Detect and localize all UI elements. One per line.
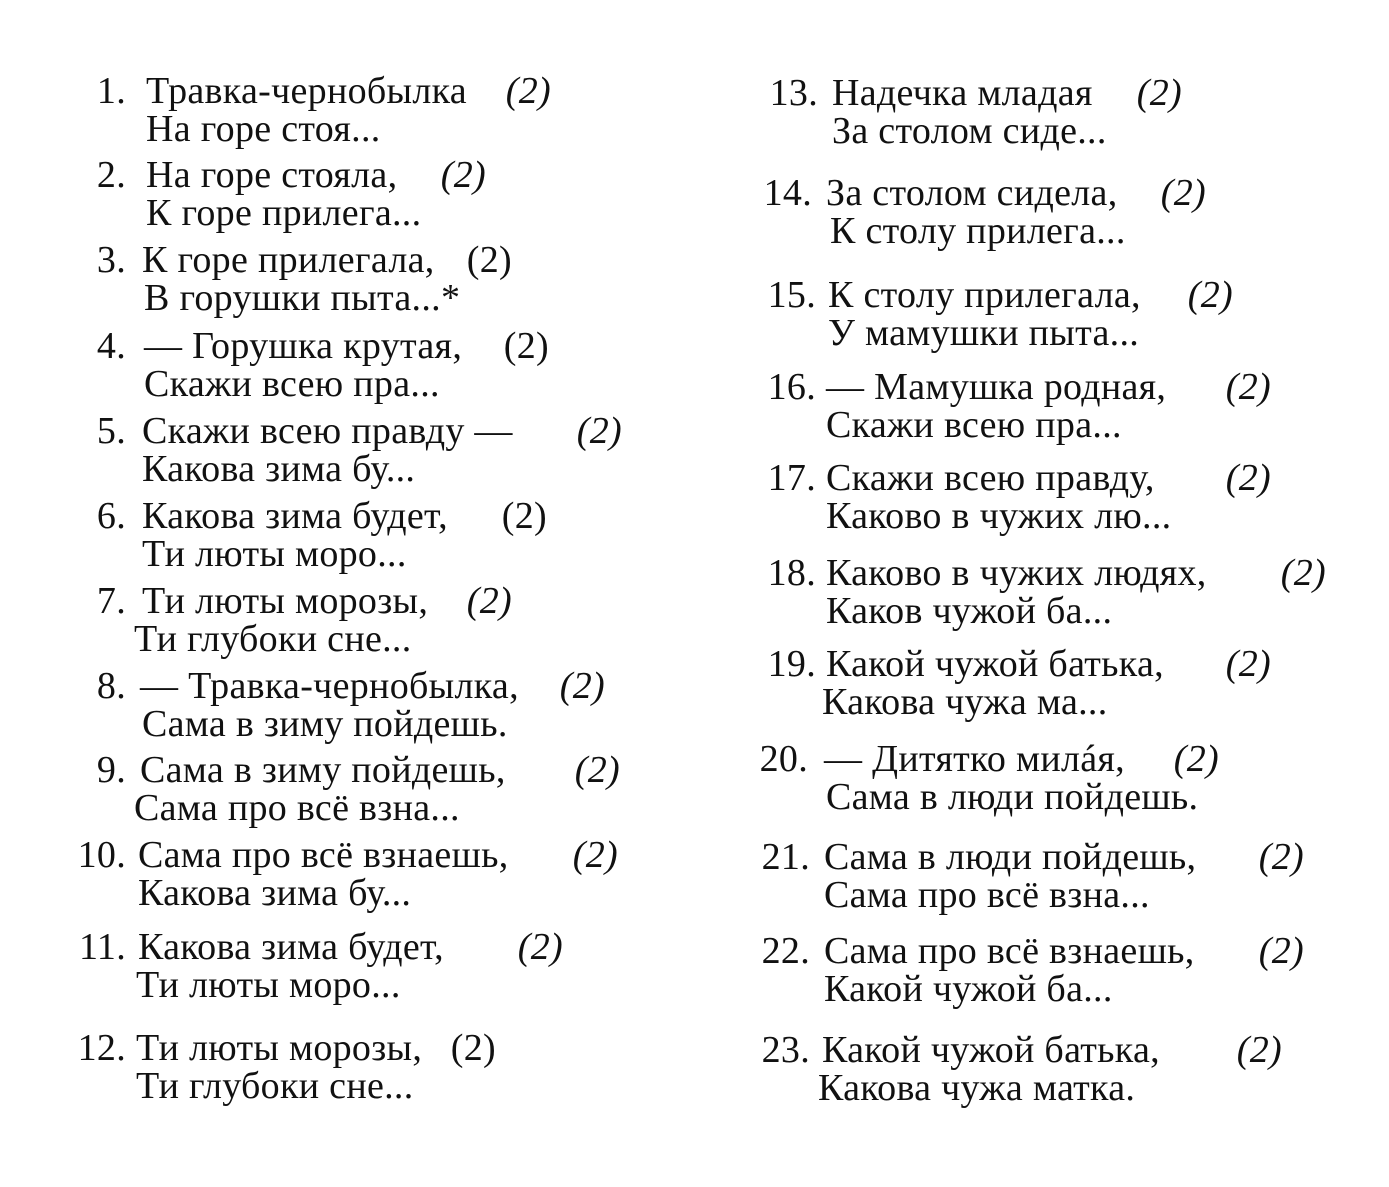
stanza-line-2: Какой чужой ба...: [824, 968, 1113, 1010]
repeat-mark: (2): [1258, 930, 1304, 972]
stanza-number: 16.: [767, 366, 816, 408]
repeat-mark: (2): [503, 325, 549, 367]
repeat-mark: (2): [466, 580, 512, 622]
stanza-line-1-text: Надечка младая: [832, 72, 1093, 114]
stanza-line-1: [824, 932, 1304, 970]
stanza-number: 9.: [96, 749, 126, 791]
stanza-number: 10.: [77, 834, 126, 876]
stanza-line-1: [832, 74, 1182, 112]
repeat-mark: (2): [1225, 643, 1271, 685]
stanza-line-1: [826, 645, 1271, 683]
stanza-line-1-text: Какой чужой батька,: [822, 1029, 1160, 1071]
stanza-line-1: [828, 276, 1233, 314]
repeat-mark: (2): [559, 665, 605, 707]
stanza-line-2: Сама в зиму пойдешь.: [142, 703, 508, 745]
repeat-mark: (2): [1225, 366, 1271, 408]
stanza-number: 15.: [767, 274, 816, 316]
stanza-line-1-text: Какой чужой батька,: [826, 643, 1164, 685]
stanza-line-1: [826, 554, 1326, 592]
stanza-line-1: [140, 751, 620, 789]
stanza-line-1: [826, 174, 1206, 212]
repeat-mark: (2): [450, 1027, 496, 1069]
stanza-line-1: [826, 368, 1271, 406]
stanza-line-1: [826, 459, 1271, 497]
stanza-number: 8.: [96, 665, 126, 707]
stanza-number: 4.: [96, 325, 126, 367]
stanza-line-2: За столом сиде...: [832, 110, 1107, 152]
stanza-line-1-text: — Травка-чернобылка,: [140, 665, 519, 707]
repeat-mark: (2): [574, 749, 620, 791]
stanza-line-1-text: На горе стояла,: [146, 154, 398, 196]
stanza-number: 7.: [96, 580, 126, 622]
repeat-mark: (2): [1187, 274, 1233, 316]
stanza-line-1-text: Скажи всею правду —: [142, 410, 513, 452]
stanza-line-2: Сама в люди пойдешь.: [826, 776, 1199, 818]
stanza-line-1-text: За столом сидела,: [826, 172, 1118, 214]
stanza-line-2: Какова чужа ма...: [822, 681, 1108, 723]
repeat-mark: (2): [1173, 738, 1219, 780]
repeat-mark: (2): [1160, 172, 1206, 214]
stanza-number: 13.: [769, 72, 818, 114]
repeat-mark: (2): [466, 239, 512, 281]
stanza-line-1: [140, 667, 605, 705]
repeat-mark: (2): [1136, 72, 1182, 114]
stanza-number: 14.: [763, 172, 812, 214]
stanza-line-2: На горе стоя...: [146, 108, 381, 150]
repeat-mark: (2): [1225, 457, 1271, 499]
stanza-line-2: Сама про всё взна...: [824, 874, 1150, 916]
stanza-line-2: Ти глубоки сне...: [136, 1065, 414, 1107]
stanza-number: 22.: [761, 930, 810, 972]
stanza-line-1-text: Сама в зиму пойдешь,: [140, 749, 506, 791]
repeat-mark: (2): [1236, 1029, 1282, 1071]
stanza-number: 19.: [767, 643, 816, 685]
repeat-mark: (2): [1258, 836, 1304, 878]
stanza-line-1: [142, 241, 512, 279]
stanza-number: 21.: [761, 836, 810, 878]
stanza-line-1-text: Травка-чернобылка: [146, 70, 467, 112]
stanza-line-1-text: Ти люты морозы,: [142, 580, 429, 622]
repeat-mark: (2): [517, 926, 563, 968]
stanza-number: 5.: [96, 410, 126, 452]
stanza-line-1: [142, 582, 512, 620]
stanza-number: 20.: [759, 738, 808, 780]
stanza-line-1-text: Сама в люди пойдешь,: [824, 836, 1197, 878]
stanza-line-1-text: К столу прилегала,: [828, 274, 1141, 316]
stanza-line-1: [824, 740, 1219, 778]
repeat-mark: (2): [505, 70, 551, 112]
repeat-mark: (2): [440, 154, 486, 196]
stanza-line-2: К горе прилега...: [146, 192, 422, 234]
stanza-line-2: Каков чужой ба...: [826, 590, 1113, 632]
stanza-line-1-text: К горе прилегала,: [142, 239, 435, 281]
stanza-line-1: [138, 836, 618, 874]
stanza-line-2: В горушки пыта...*: [144, 277, 461, 319]
stanza-number: 11.: [79, 926, 126, 968]
stanza-line-2: Какова зима бу...: [138, 872, 412, 914]
stanza-line-1: [146, 156, 486, 194]
stanza-number: 23.: [761, 1029, 810, 1071]
stanza-line-2: К столу прилега...: [830, 210, 1126, 252]
stanza-line-2: Каково в чужих лю...: [826, 495, 1172, 537]
stanza-line-1: [824, 838, 1304, 876]
stanza-line-1-text: Сама про всё взнаешь,: [824, 930, 1195, 972]
stanza-line-1: [822, 1031, 1282, 1069]
stanza-line-1: [136, 1029, 496, 1067]
stanza-line-2: Скажи всею пра...: [826, 404, 1122, 446]
stanza-line-2: Сама про всё взна...: [134, 787, 460, 829]
stanza-number: 18.: [767, 552, 816, 594]
stanza-line-2: Скажи всею пра...: [144, 363, 440, 405]
stanza-line-1-text: Каково в чужих людях,: [826, 552, 1207, 594]
stanza-line-1-text: Какова зима будет,: [142, 495, 448, 537]
stanza-line-1: [142, 497, 547, 535]
stanza-line-1-text: — Дитятко милáя,: [824, 738, 1125, 780]
repeat-mark: (2): [1280, 552, 1326, 594]
stanza-number: 2.: [96, 154, 126, 196]
repeat-mark: (2): [572, 834, 618, 876]
stanza-line-1: [138, 928, 563, 966]
stanza-line-1: [146, 72, 551, 110]
stanza-number: 1.: [96, 70, 126, 112]
stanza-line-2: Ти люты моро...: [136, 964, 401, 1006]
stanza-line-1: [142, 412, 622, 450]
stanza-line-2: Ти глубоки сне...: [134, 618, 412, 660]
repeat-mark: (2): [576, 410, 622, 452]
stanza-line-1-text: — Мамушка родная,: [826, 366, 1167, 408]
stanza-line-1: [144, 327, 549, 365]
stanza-number: 17.: [767, 457, 816, 499]
stanza-number: 12.: [77, 1027, 126, 1069]
stanza-line-1-text: Скажи всею правду,: [826, 457, 1155, 499]
stanza-line-2: Ти люты моро...: [142, 533, 407, 575]
stanza-line-1-text: Какова зима будет,: [138, 926, 444, 968]
stanza-line-2: У мамушки пыта...: [828, 312, 1140, 354]
stanza-line-2: Какова чужа матка.: [818, 1067, 1136, 1109]
stanza-line-1-text: Сама про всё взнаешь,: [138, 834, 509, 876]
stanza-number: 3.: [96, 239, 126, 281]
stanza-line-2: Какова зима бу...: [142, 448, 416, 490]
stanza-line-1-text: — Горушка крутая,: [144, 325, 463, 367]
repeat-mark: (2): [501, 495, 547, 537]
stanza-number: 6.: [96, 495, 126, 537]
stanza-line-1-text: Ти люты морозы,: [136, 1027, 423, 1069]
